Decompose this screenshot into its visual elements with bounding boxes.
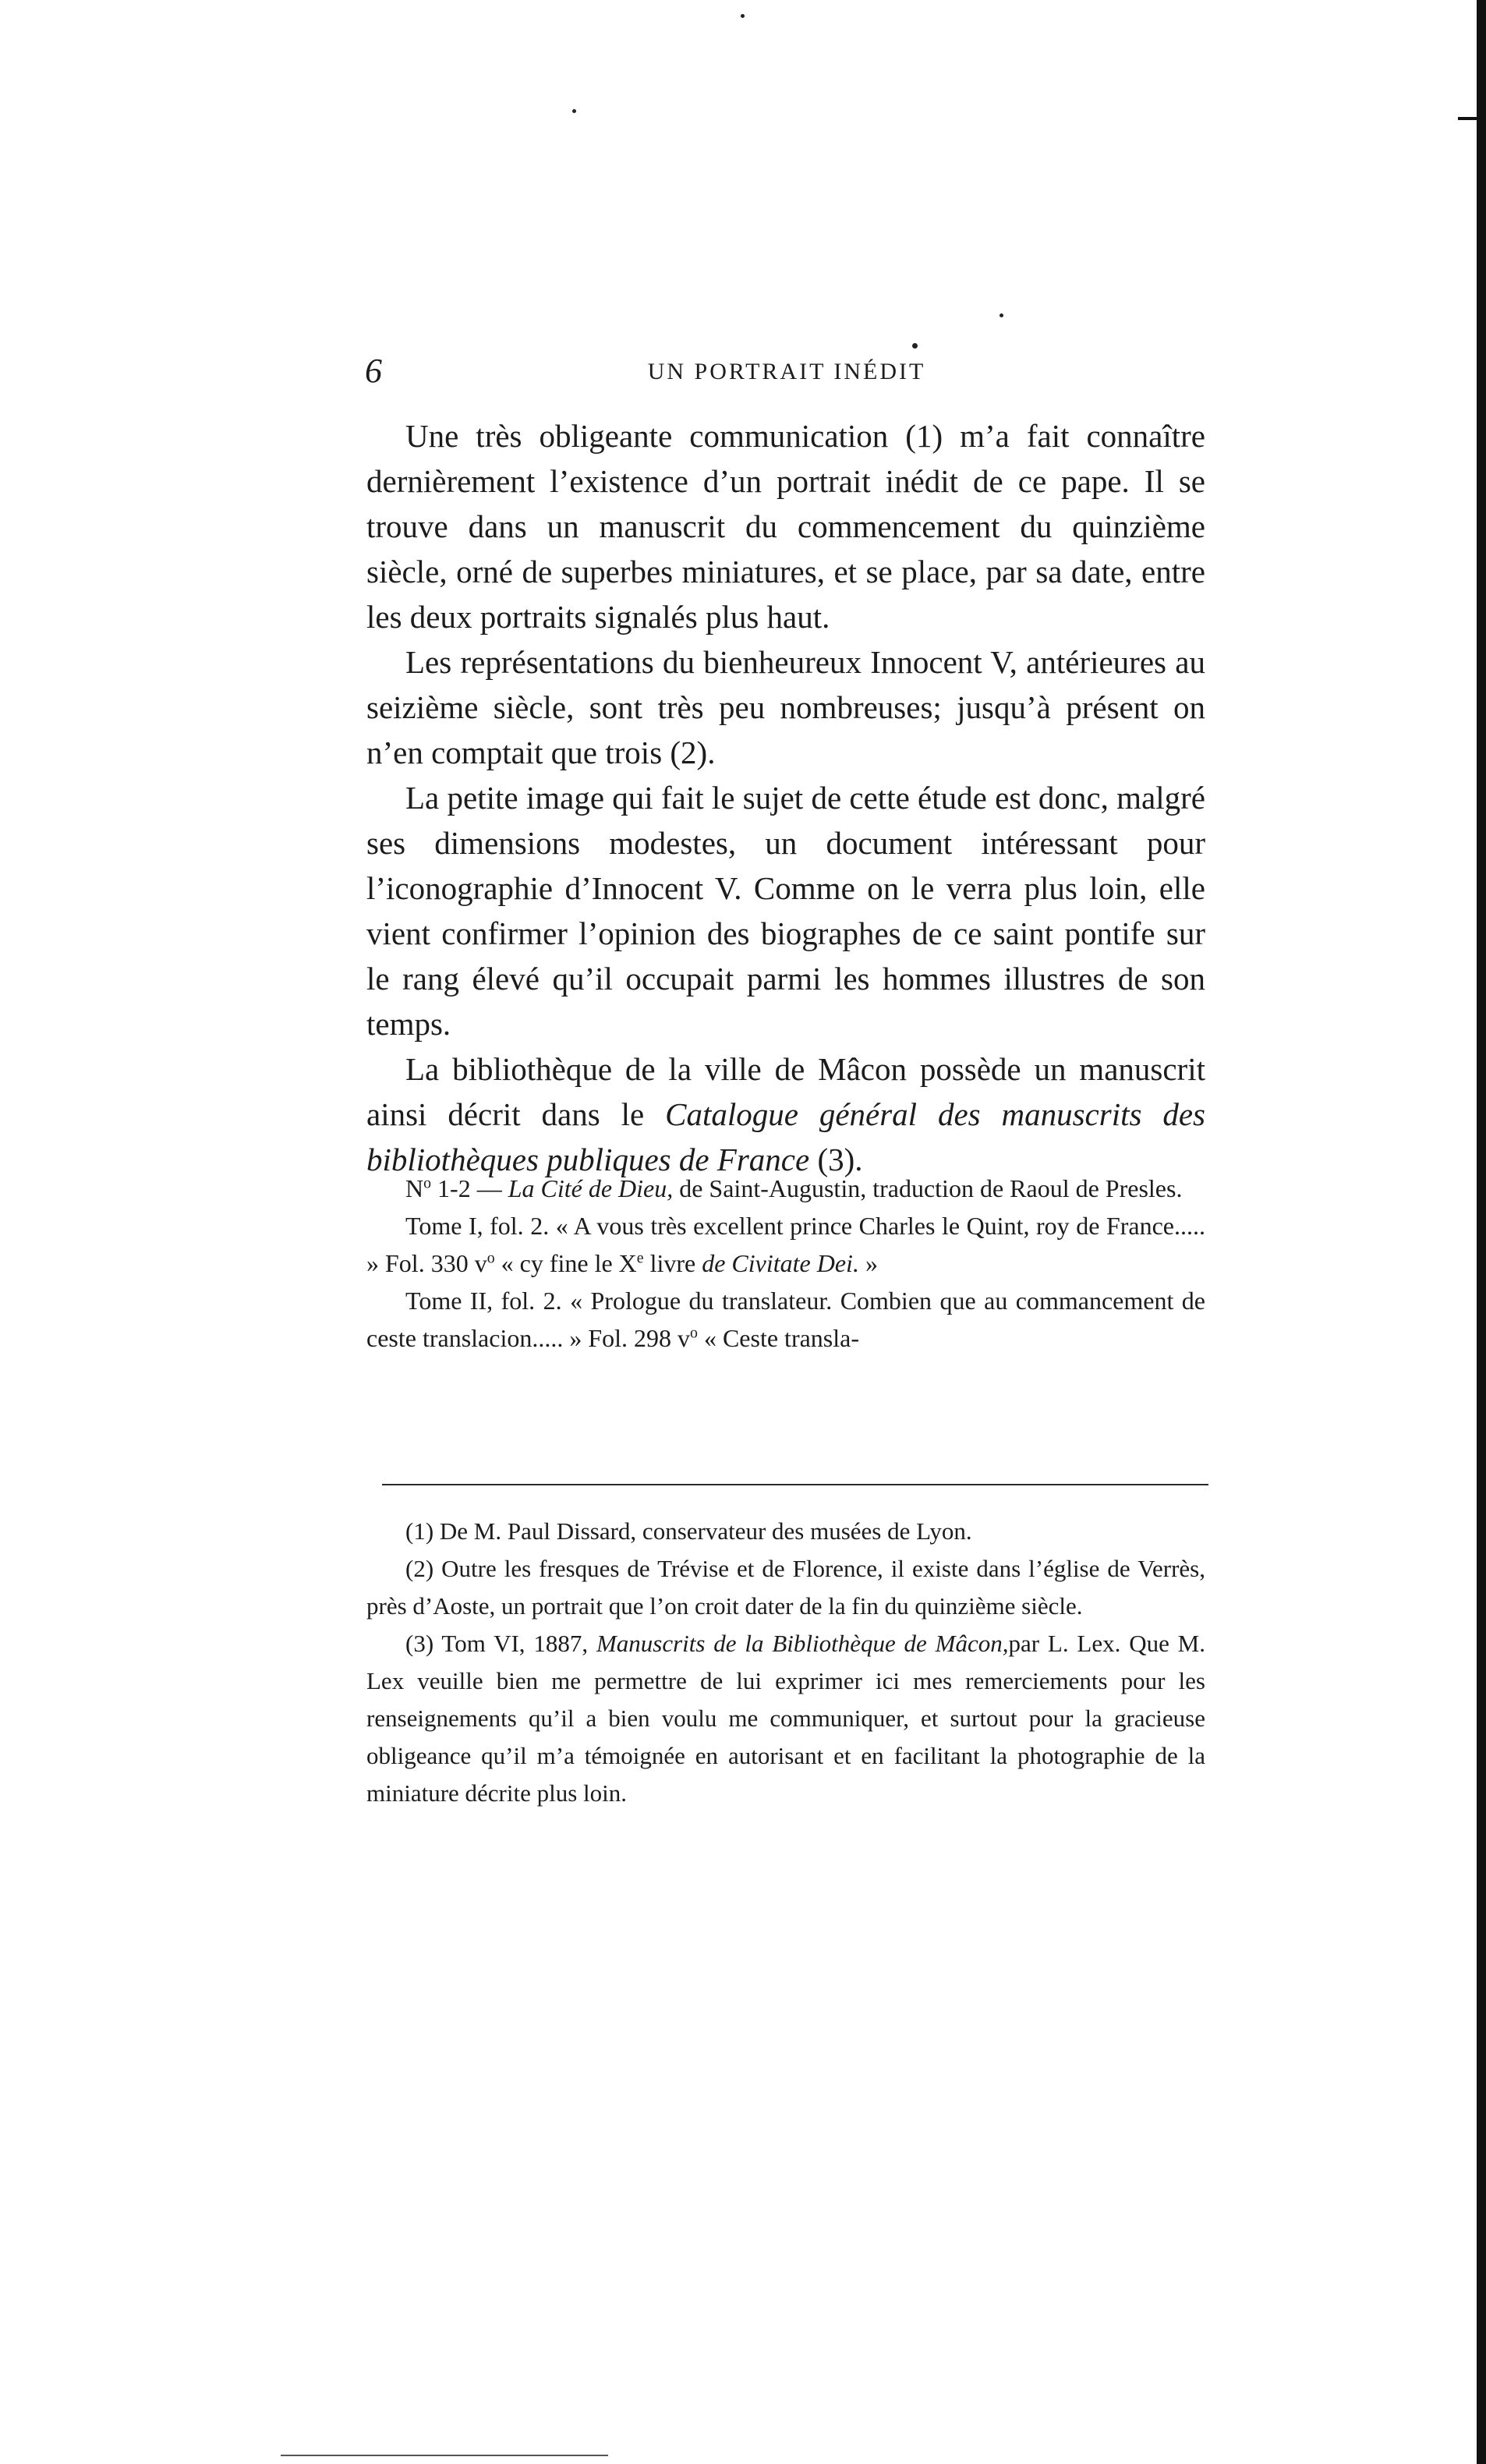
excerpt-entry-2-mid: « cy fine le X xyxy=(494,1249,637,1277)
footnote-separator xyxy=(382,1484,1208,1485)
footnote-3-title: Manuscrits de la Bibliothèque de Mâcon, xyxy=(596,1630,1009,1657)
paragraph-1: Une très obligeante communication (1) m’a fait connaître dernièrement l’existence d’un portrait inédit de ce pape. Il se trouve dans un manuscrit du commencement du quinzième siècle, orné de superbes miniatures, et se place, par sa date, entre les deux portraits signalés plus haut. xyxy=(366,418,1205,635)
footnote-3 xyxy=(366,1625,1205,1812)
excerpt-number: 1-2 — xyxy=(431,1174,508,1202)
scan-speck xyxy=(912,343,918,349)
page-header xyxy=(365,351,1208,398)
running-title: UN PORTRAIT INÉDIT xyxy=(647,359,926,384)
scan-edge-tick xyxy=(1458,117,1477,120)
excerpt-number-sup: o xyxy=(423,1174,432,1192)
scan-edge-line xyxy=(1477,0,1486,2464)
excerpt-entry-3-end: « Ceste transla- xyxy=(697,1324,859,1352)
page-number: 6 xyxy=(365,352,382,390)
excerpt-entry-2-mid2: livre xyxy=(643,1249,702,1277)
paragraph-4 xyxy=(366,1046,1205,1182)
excerpt-verso-sup: o xyxy=(486,1249,495,1267)
excerpt-entry-2-end: » xyxy=(858,1249,878,1277)
footnote-3-rest: par L. Lex. Que M. Lex veuille bien me permettre de lui exprimer ici mes remerciements pour les renseignements qu’il a bien voulu me communiquer, et surtout pour la gracieuse obligeance qu’il m’a témoignée en autorisant et en facilitant la photographie de la miniature décrite plus loin. xyxy=(366,1630,1205,1807)
footnote-1: (1) De M. Paul Dissard, conservateur des musées de Lyon. xyxy=(405,1517,972,1545)
paragraph-4-end: (3). xyxy=(809,1142,863,1177)
paragraph-2: Les représentations du bienheureux Innocent V, antérieures au seizième siècle, sont très peu nombreuses; jusqu’à présent on n’en comptait que trois (2). xyxy=(366,644,1205,770)
excerpt-entry-3-text: Tome II, fol. 2. « Prologue du translateur. Combien que au commancement de ceste translacion..... » Fol. 298 v xyxy=(366,1287,1205,1352)
footnotes xyxy=(366,1513,1205,1812)
scan-speck xyxy=(572,109,576,113)
catalogue-excerpt xyxy=(366,1170,1205,1357)
excerpt-entry-3 xyxy=(366,1282,1205,1357)
catalogue-title: Catalogue général des manuscrits des bibliothèques publiques de France xyxy=(366,1096,1205,1177)
excerpt-entry-2-text: Tome I, fol. 2. « A vous très excellent prince Charles le Quint, roy de France..... » Fol. 330 v xyxy=(366,1212,1205,1277)
excerpt-entry-1 xyxy=(366,1170,1205,1207)
excerpt-latin-title: de Civitate Dei. xyxy=(702,1249,859,1277)
footnote-3-text: (3) Tom VI, 1887, xyxy=(405,1630,596,1657)
paragraph-4-text: La bibliothèque de la ville de Mâcon possède un manuscrit ainsi décrit dans le xyxy=(366,1051,1205,1132)
bottom-edge-rule xyxy=(281,2455,608,2456)
scan-speck xyxy=(1000,313,1003,317)
excerpt-entry-1-rest: de Saint-Augustin, traduction de Raoul de Presles. xyxy=(673,1174,1183,1202)
excerpt-ordinal-sup: e xyxy=(636,1249,644,1267)
excerpt-entry-2 xyxy=(366,1207,1205,1282)
paragraph-3: La petite image qui fait le sujet de cette étude est donc, malgré ses dimensions modestes, un document intéressant pour l’iconographie d’Innocent V. Comme on le verra plus loin, elle vient confirmer l’opinion des biographes de ce saint pontife sur le rang élevé qu’il occupait parmi les hommes illustres de son temps. xyxy=(366,780,1205,1042)
main-text xyxy=(366,413,1205,1182)
scan-speck xyxy=(741,14,745,18)
footnote-2: (2) Outre les fresques de Trévise et de Florence, il existe dans l’église de Verrès, près d’Aoste, un portrait que l’on croit dater de la fin du quinzième siècle. xyxy=(366,1555,1205,1620)
excerpt-verso-sup-2: o xyxy=(690,1324,698,1342)
excerpt-number-prefix: N xyxy=(405,1174,424,1202)
excerpt-work-title: La Cité de Dieu, xyxy=(508,1174,674,1202)
